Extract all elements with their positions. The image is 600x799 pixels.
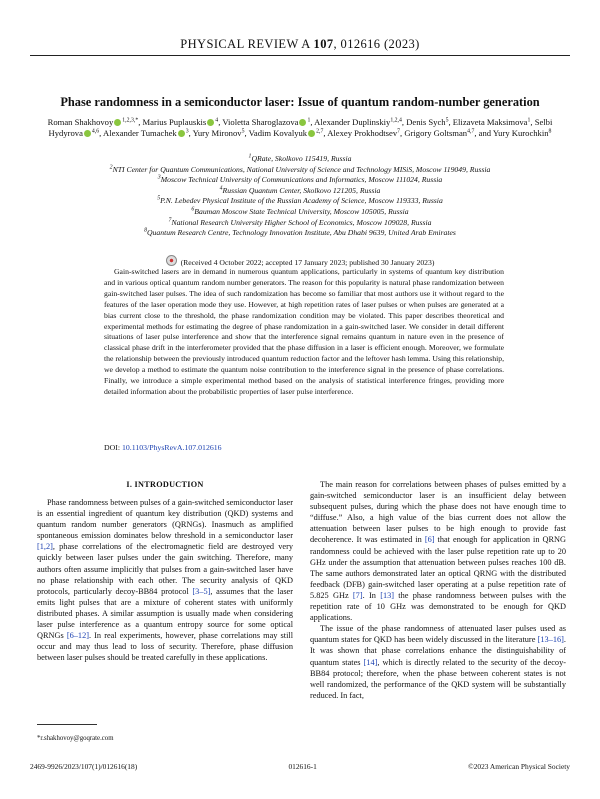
author xyxy=(222,117,310,127)
journal-header xyxy=(30,37,570,52)
author-affiliation-marker: 8 xyxy=(548,128,552,135)
author-affiliation-marker: 5 xyxy=(445,117,449,124)
header-rule xyxy=(30,55,570,56)
paper-title: Phase randomness in a semiconductor laser: Issue of quantum random-number generation xyxy=(60,95,540,109)
affiliation-list xyxy=(40,154,560,239)
author-affiliation-marker: 7 xyxy=(397,128,401,135)
abstract-text: Gain-switched lasers are in demand in numerous quantum applications, particularly in systems of quantum key distribution and in various optical quantum random number generators. The reason for this popularity is natural phase randomization between gain-switched laser pulses. The idea of such randomization has become so familiar that most authors use it without regard to the features of the laser operation mode they use. However, at high repetition rates of laser pulses or when pulses are generated at a bias current close to the threshold, the phase randomization condition may be violated. This paper describes theoretical and experimental methods for estimating the degree of phase randomization in a gain-switched laser. We consider in detail different situations of laser pulse interference and show that the interference signal remains quantum in nature even in the presence of classical phase drift in the interferometer provided that the phase diffusion in a laser is efficient enough. Moreover, we formulate the relationship between the previously introduced quantum reduction factor and the leftover hash lemma. Using this relationship, we develop a method to estimate the quantum noise contribution to the interference signal in the presence of phase correlations. Finally, we introduce a simple experimental method based on the analysis of statistical interference fringes, providing more detailed information about the probabilistic properties of laser pulse interference. xyxy=(104,267,504,396)
body-text: , phase correlations of the electromagnetic field are destroyed very quickly between laser pulses under the gain switching. Therefore, many authors often assume implicitly that pulses from a gain-switched laser have no phase relationship with each other. The security analysis of QKD protocols, particularly decoy-BB84 protocol xyxy=(37,542,293,596)
author-name: Violetta Sharoglazova xyxy=(222,117,299,127)
footer-page-number: 012616-1 xyxy=(288,762,317,771)
corresponding-author-email[interactable]: *r.shakhovoy@goqrate.com xyxy=(37,735,114,742)
author-affiliation-marker: 1,2,3,* xyxy=(122,117,139,124)
author-name: Alexander Tumachek xyxy=(102,128,177,139)
orcid-icon[interactable] xyxy=(308,130,315,137)
affiliation-number: 2 xyxy=(109,164,113,171)
footer-issn: 2469-9926/2023/107(1)/012616(18) xyxy=(30,762,138,771)
author xyxy=(193,128,245,138)
author xyxy=(249,128,324,138)
body-text: , which is directly related to the security of the decoy-BB84 protocol; therefore, when the phase between coherent states is not well randomized, the performance of the QKD system will be substantially reduced. In fact, xyxy=(310,657,566,700)
affiliation xyxy=(40,218,560,229)
author-and: and xyxy=(478,128,492,139)
author-name: Grigory Goltsman xyxy=(404,128,468,139)
author-affiliation-marker: 1 xyxy=(527,117,531,124)
affiliation-number: 8 xyxy=(144,227,147,234)
body-text: . In real experiments, however, phase correlations may still occur and may thus lead to loss of security. Therefore, phase diffusion between laser pulses should be treated carefully in these applications. xyxy=(37,631,294,663)
author xyxy=(48,117,139,127)
body-text: Phase randomness between pulses of a gain-switched semiconductor laser is an essential ingredient of quantum key distribution (QKD) systems and quantum random number generators (QRNGs). Inasmuch as amplified spontaneous emission dominates below threshold in a semiconductor laser xyxy=(37,498,293,541)
citation-link[interactable]: [6–12] xyxy=(66,631,89,641)
author-affiliation-marker: 3 xyxy=(185,128,189,135)
citation-link[interactable]: [7] xyxy=(352,590,363,600)
affiliation-number: 5 xyxy=(157,195,161,202)
affiliation-number: 7 xyxy=(168,217,172,224)
citation-link[interactable]: [13–16] xyxy=(537,635,564,645)
journal-name: PHYSICAL REVIEW A xyxy=(180,37,311,51)
author-affiliation-marker: 1,2,4 xyxy=(390,117,402,124)
author-affiliation-marker: 4 xyxy=(215,117,219,124)
body-paragraph xyxy=(37,497,293,663)
affiliation xyxy=(40,165,560,176)
affiliation-text: QRate, Skolkovo 115419, Russia xyxy=(251,154,352,163)
author-affiliation-marker: 4,6 xyxy=(91,128,100,135)
citation-link[interactable]: [1,2] xyxy=(37,542,53,552)
affiliation xyxy=(40,228,560,239)
orcid-icon[interactable] xyxy=(178,130,185,137)
affiliation-number: 4 xyxy=(219,185,223,192)
orcid-icon[interactable] xyxy=(114,119,121,126)
affiliation-text: National Research University Higher School of Economics, Moscow 109028, Russia xyxy=(171,217,432,227)
body-text: . It was shown that phase correlations enhance the distinguishability of quantum states xyxy=(310,635,566,667)
footnote-rule xyxy=(37,724,97,725)
author-list: Roman Shakhovoy $^{1,2,3,*}$, Marius Puplauskis $^4$, Violetta Sharoglazova $^1$, Alexander Duplinskiy$^{1,2,4}$, Denis Sych$^5$, Elizaveta Maksimova$^1$, Selbi Hydyrova $^{4,6}$, Alexander Tumachek $^3$, Yury Mironov$^5$, Vadim Kovalyuk $^{2,7}$, Alexey Prokhodtsev$^7$, Grigory Goltsman$^{4,7}$, and Yury Kurochkin$^8$ xyxy=(47,117,553,139)
affiliation-number: 6 xyxy=(191,206,195,213)
citation-link[interactable]: [13] xyxy=(380,590,395,600)
author-name: Selbi Hydyrova xyxy=(48,117,553,139)
author xyxy=(103,128,189,138)
affiliation-text: Moscow Technical University of Communications and Informatics, Moscow 111024, Russia xyxy=(160,175,443,185)
affiliation-text: Bauman Moscow State Technical University, Moscow 105005, Russia xyxy=(194,206,409,216)
author-name: Elizaveta Maksimova xyxy=(452,117,528,127)
body-text: that enough for application in QRNG randomness could be achieved with the laser pulse repetition rate up to 20 GHz under the assumption that attenuation between pulses reaches 100 dB. The same authors demonstrated later an optical QRNG with the distributed feedback (DFB) gain-switched laser operating at a pulse repetition rate of 5.825 GHz xyxy=(310,535,567,600)
section-heading-introduction: I. INTRODUCTION xyxy=(126,480,204,489)
received-dates xyxy=(40,255,560,267)
page-footer xyxy=(30,762,570,771)
footer-copyright: ©2023 American Physical Society xyxy=(468,762,570,771)
author-affiliation-marker: 1 xyxy=(307,117,311,124)
article-number: , 012616 (2023) xyxy=(333,37,420,51)
affiliation-text: Quantum Research Centre, Technology Innovation Institute, Abu Dhabi 9639, United Arab Emirates xyxy=(147,228,456,238)
author-affiliation-marker: 2,7 xyxy=(316,128,324,135)
check-for-updates-icon[interactable] xyxy=(166,255,177,266)
author-affiliation-marker: 5 xyxy=(241,128,245,135)
doi-line xyxy=(104,443,222,452)
author xyxy=(327,128,400,138)
body-text: . In xyxy=(362,590,381,600)
author xyxy=(453,117,531,127)
affiliation xyxy=(40,207,560,218)
doi-label: DOI: xyxy=(104,443,121,452)
author xyxy=(493,128,552,138)
author-name: Vadim Kovalyuk xyxy=(248,128,308,139)
author-name: Denis Sych xyxy=(406,117,446,127)
affiliation xyxy=(40,196,560,207)
body-paragraph xyxy=(310,479,566,623)
author-name: Alexey Prokhodtsev xyxy=(327,128,398,139)
orcid-icon[interactable] xyxy=(299,119,306,126)
citation-link[interactable]: [14] xyxy=(363,657,378,667)
affiliation-number: 1 xyxy=(248,153,252,160)
body-text: The issue of the phase randomness of attenuated laser pulses used as quantum states for QKD has been widely discussed in the literature xyxy=(310,624,566,645)
left-column xyxy=(37,497,293,663)
affiliation xyxy=(40,175,560,186)
author xyxy=(143,117,219,127)
affiliation xyxy=(40,154,560,165)
body-text: The main reason for correlations between phases of pulses emitted by a gain-switched semiconductor laser is an insufficient delay between subsequent pulses, during which the phase does not have enough time to “diffuse.” Also, a high value of the bias current does not allow the attenuation between laser pulses to be high enough to provide fast decoherence. It was estimated in xyxy=(310,480,566,545)
author xyxy=(314,117,402,127)
abstract xyxy=(104,267,504,398)
citation-link[interactable]: [3–5] xyxy=(192,586,211,596)
author-name: Alexander Duplinskiy xyxy=(314,117,391,127)
author-affiliation-marker: 4,7 xyxy=(467,128,475,135)
body-paragraph xyxy=(310,623,566,701)
author-name: Roman Shakhovoy xyxy=(47,117,114,127)
body-text: the phase randomness between pulses with the repetition rate of 10 GHz was demonstrated to be enough for QKD applications. xyxy=(310,590,566,623)
received-text: (Received 4 October 2022; accepted 17 January 2023; published 30 January 2023) xyxy=(180,258,435,267)
affiliation-text: P.N. Lebedev Physical Institute of the Russian Academy of Science, Moscow 119333, Russia xyxy=(160,196,443,206)
affiliation xyxy=(40,186,560,197)
affiliation-text: Russian Quantum Center, Skolkovo 121205, Russia xyxy=(222,185,381,195)
author-name: Marius Puplauskis xyxy=(142,117,207,127)
orcid-icon[interactable] xyxy=(207,119,214,126)
right-column xyxy=(310,479,566,701)
affiliation-text: NTI Center for Quantum Communications, National University of Science and Technology MISiS, Moscow 119049, Russia xyxy=(112,164,491,174)
orcid-icon[interactable] xyxy=(84,130,91,137)
doi-link[interactable]: 10.1103/PhysRevA.107.012616 xyxy=(121,443,222,452)
body-text: , assumes that the laser emits light pulses that are a mixture of coherent states with uniformly distributed phases. A similar assumption is usually made when considering laser pulse interference as a quantum entropy source for some optical QRNGs xyxy=(37,586,294,641)
author-name: Yury Mironov xyxy=(192,128,242,139)
author xyxy=(406,117,448,127)
affiliation-number: 3 xyxy=(157,174,161,181)
author xyxy=(404,128,474,138)
author-name: Yury Kurochkin xyxy=(492,128,549,139)
journal-volume: 107 xyxy=(313,37,334,51)
citation-link[interactable]: [6] xyxy=(424,535,435,545)
